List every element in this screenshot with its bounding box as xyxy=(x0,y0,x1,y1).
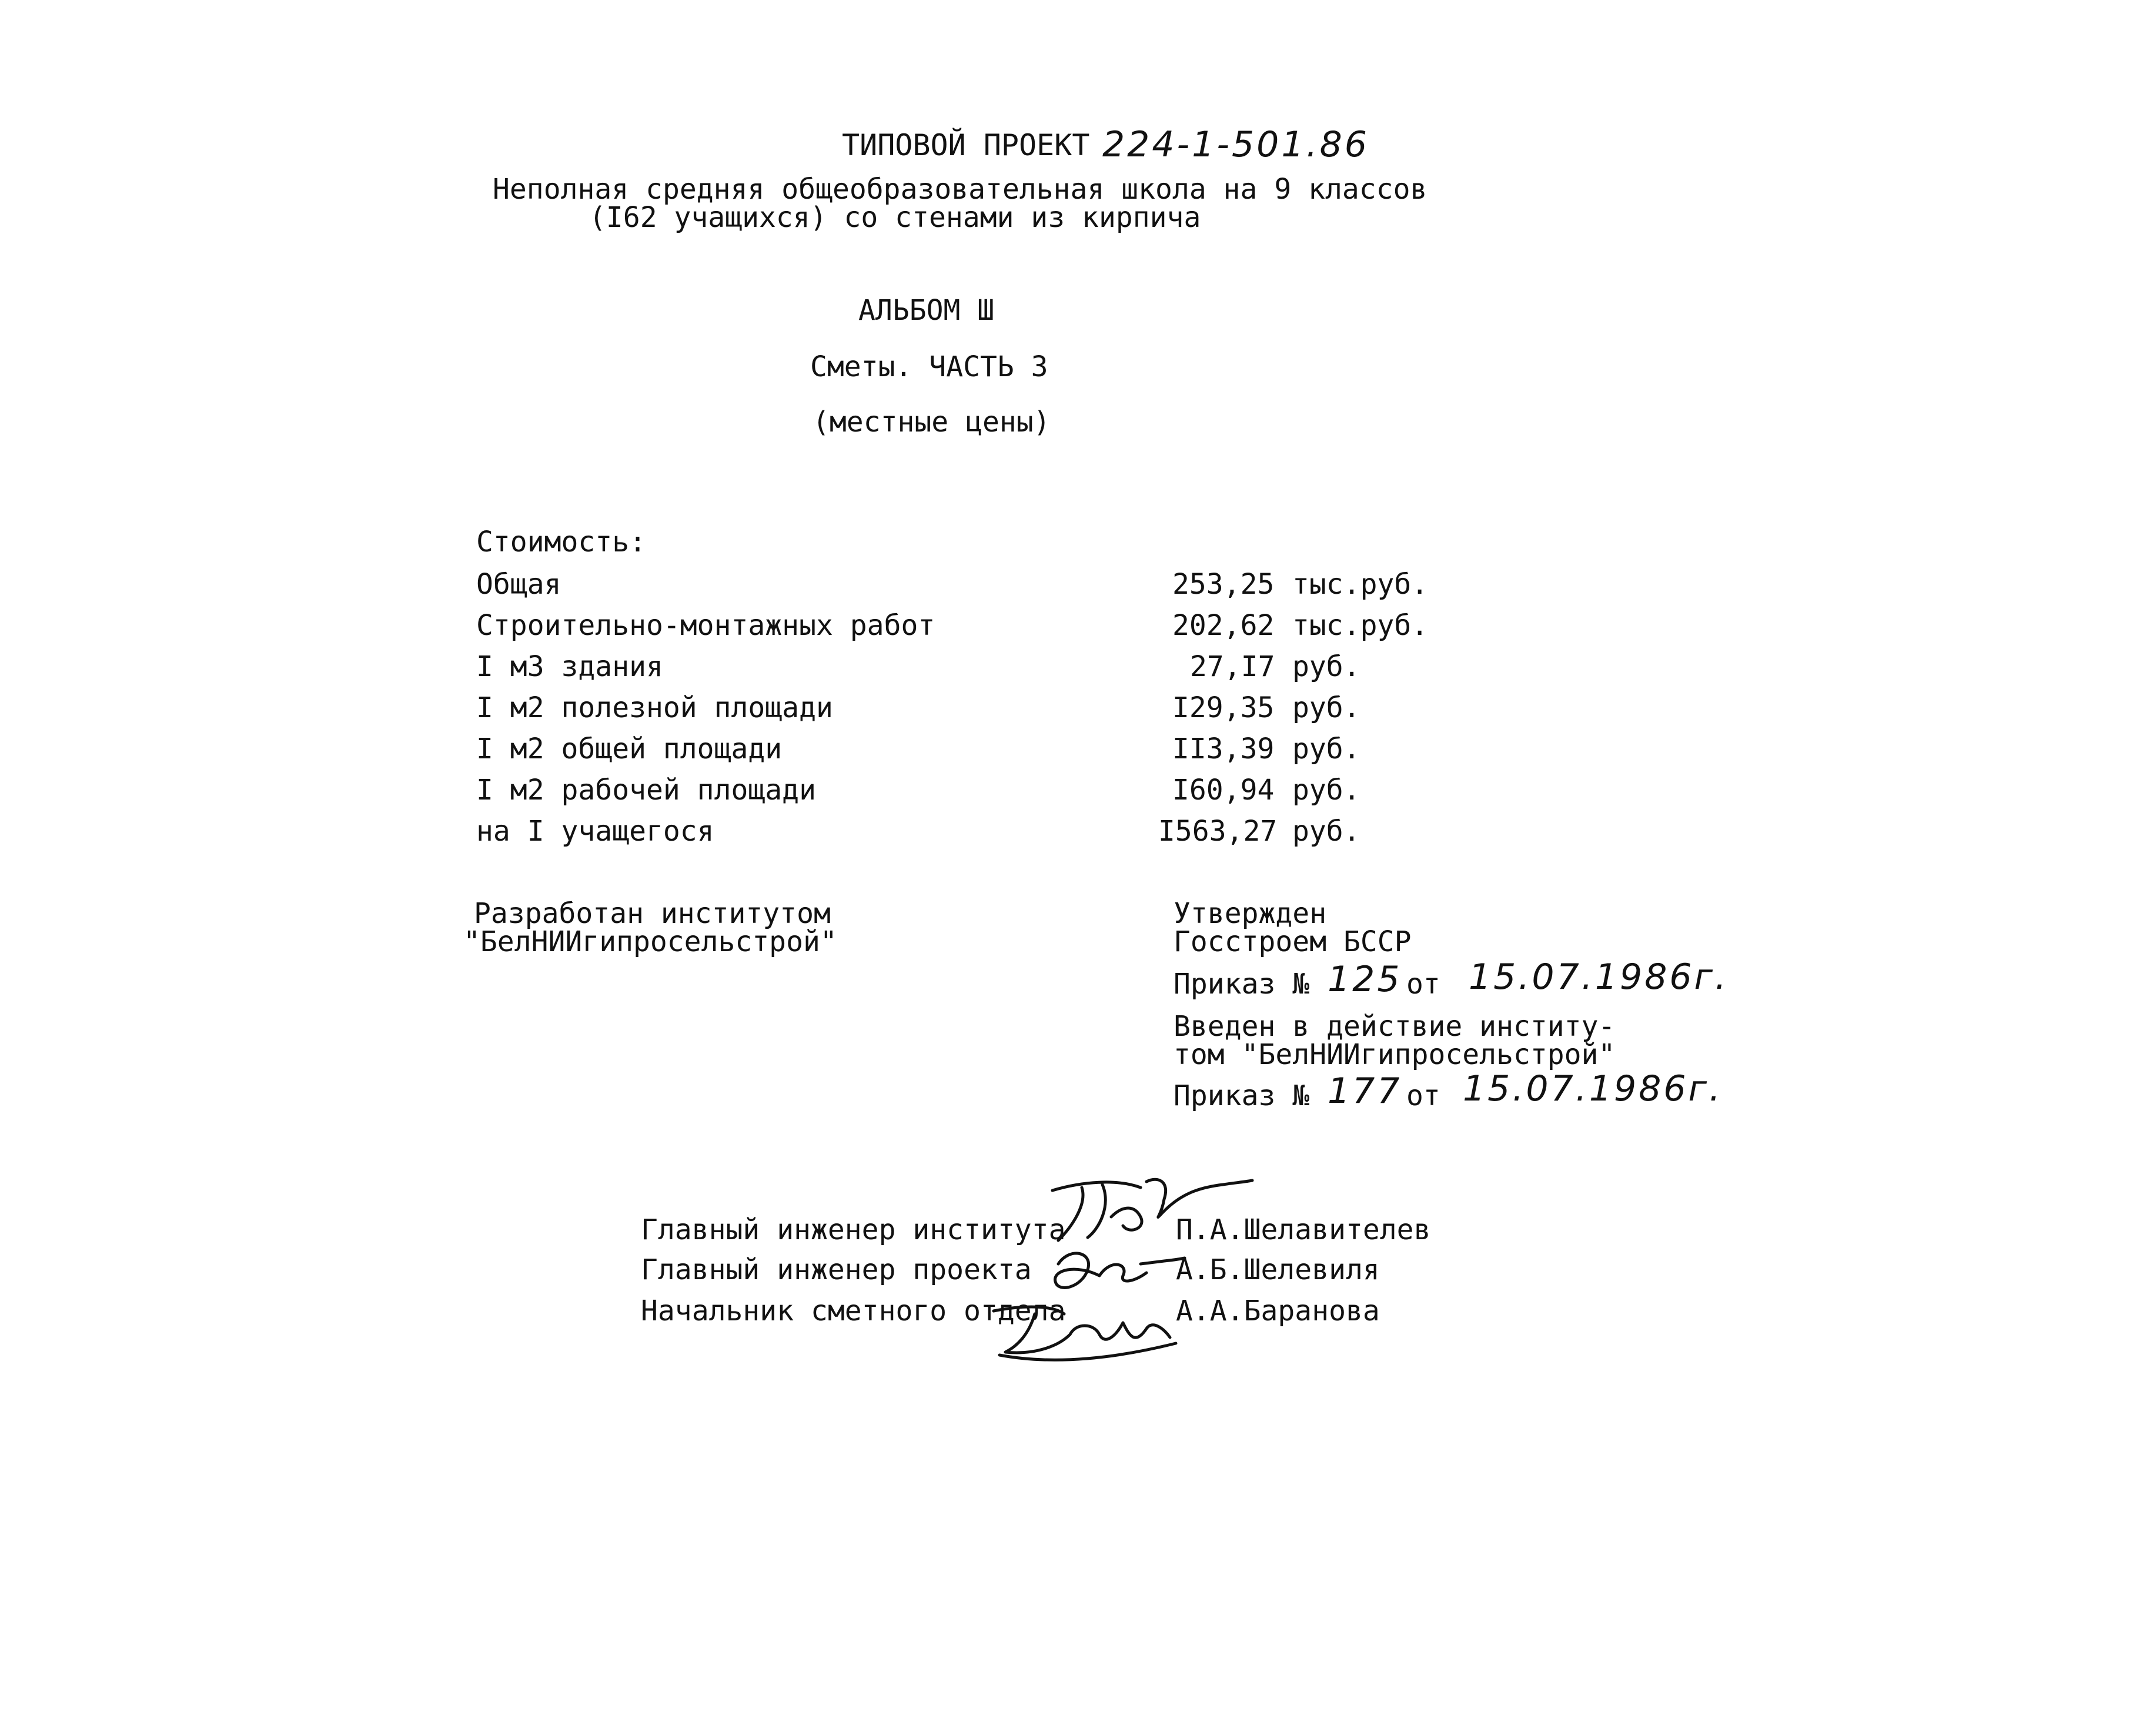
cost-unit: руб. xyxy=(1292,774,1360,807)
cost-unit: тыс.руб. xyxy=(1292,609,1429,642)
cost-label: I м2 полезной площади xyxy=(476,691,833,724)
order1-from: от xyxy=(1406,968,1440,1001)
cost-unit: руб. xyxy=(1292,732,1360,765)
cost-value: 202,62 xyxy=(1172,609,1275,642)
cost-label: на I учащегося xyxy=(476,815,714,848)
cost-value: I60,94 xyxy=(1172,774,1275,807)
cost-value: 253,25 xyxy=(1172,568,1275,601)
project-label: ТИПОВОЙ ПРОЕКТ xyxy=(842,128,1090,162)
developer-line2: "БелНИИгипросельстрой" xyxy=(463,925,837,958)
signatory-position: Главный инженер проекта xyxy=(641,1253,1032,1286)
cost-label: Строительно-монтажных работ xyxy=(476,609,935,642)
cost-label: I м2 общей площади xyxy=(476,732,783,765)
cost-heading: Стоимость: xyxy=(476,526,646,558)
signature-head-estimate-dept xyxy=(976,1287,1211,1370)
signatory-position: Главный инженер института xyxy=(641,1213,1066,1246)
cost-value: I563,27 xyxy=(1158,815,1278,848)
cost-value: II3,39 xyxy=(1172,732,1275,765)
cost-label: I м2 рабочей площади xyxy=(476,774,816,807)
approval-line2: Госстроем БССР xyxy=(1174,925,1412,958)
signatory-name: А.Б.Шелевиля xyxy=(1176,1253,1380,1286)
cost-label: I м3 здания xyxy=(476,650,663,683)
order1-date: 15.07.1986г. xyxy=(1469,956,1729,998)
intro-line2: том "БелНИИгипросельстрой" xyxy=(1174,1038,1616,1071)
order2-number: 177 xyxy=(1328,1071,1402,1112)
signatory-name: П.А.Шелавителев xyxy=(1176,1213,1431,1246)
approval-line1: Утвержден xyxy=(1174,897,1327,930)
cost-unit: руб. xyxy=(1292,691,1360,724)
project-number: 224-1-501.86 xyxy=(1102,124,1369,165)
signatory-name: А.А.Баранова xyxy=(1176,1295,1380,1327)
cost-unit: руб. xyxy=(1292,815,1360,848)
cost-value: 27,I7 xyxy=(1190,650,1275,683)
order1-number: 125 xyxy=(1328,959,1402,1000)
cost-value: I29,35 xyxy=(1172,691,1275,724)
cost-unit: руб. xyxy=(1292,650,1360,683)
album-prices: (местные цены) xyxy=(813,406,1051,439)
order2-date: 15.07.1986г. xyxy=(1463,1068,1723,1109)
signatory-position: Начальник сметного отдела xyxy=(641,1295,1066,1327)
cost-unit: тыс.руб. xyxy=(1292,568,1429,601)
order2-label: Приказ № xyxy=(1174,1079,1310,1112)
project-description-line2: (I62 учащихся) со стенами из кирпича xyxy=(589,201,1201,234)
developer-line1: Разработан институтом xyxy=(474,897,831,930)
intro-line1: Введен в действие институ- xyxy=(1174,1010,1616,1043)
cost-label: Общая xyxy=(476,568,561,601)
album-part: Сметы. ЧАСТЬ 3 xyxy=(810,350,1048,383)
project-description-line1: Неполная средняя общеобразовательная школа на 9 классов xyxy=(493,173,1427,206)
order2-from: от xyxy=(1406,1079,1440,1112)
order1-label: Приказ № xyxy=(1174,968,1310,1001)
album-title: АЛЬБОМ Ш xyxy=(858,294,995,327)
